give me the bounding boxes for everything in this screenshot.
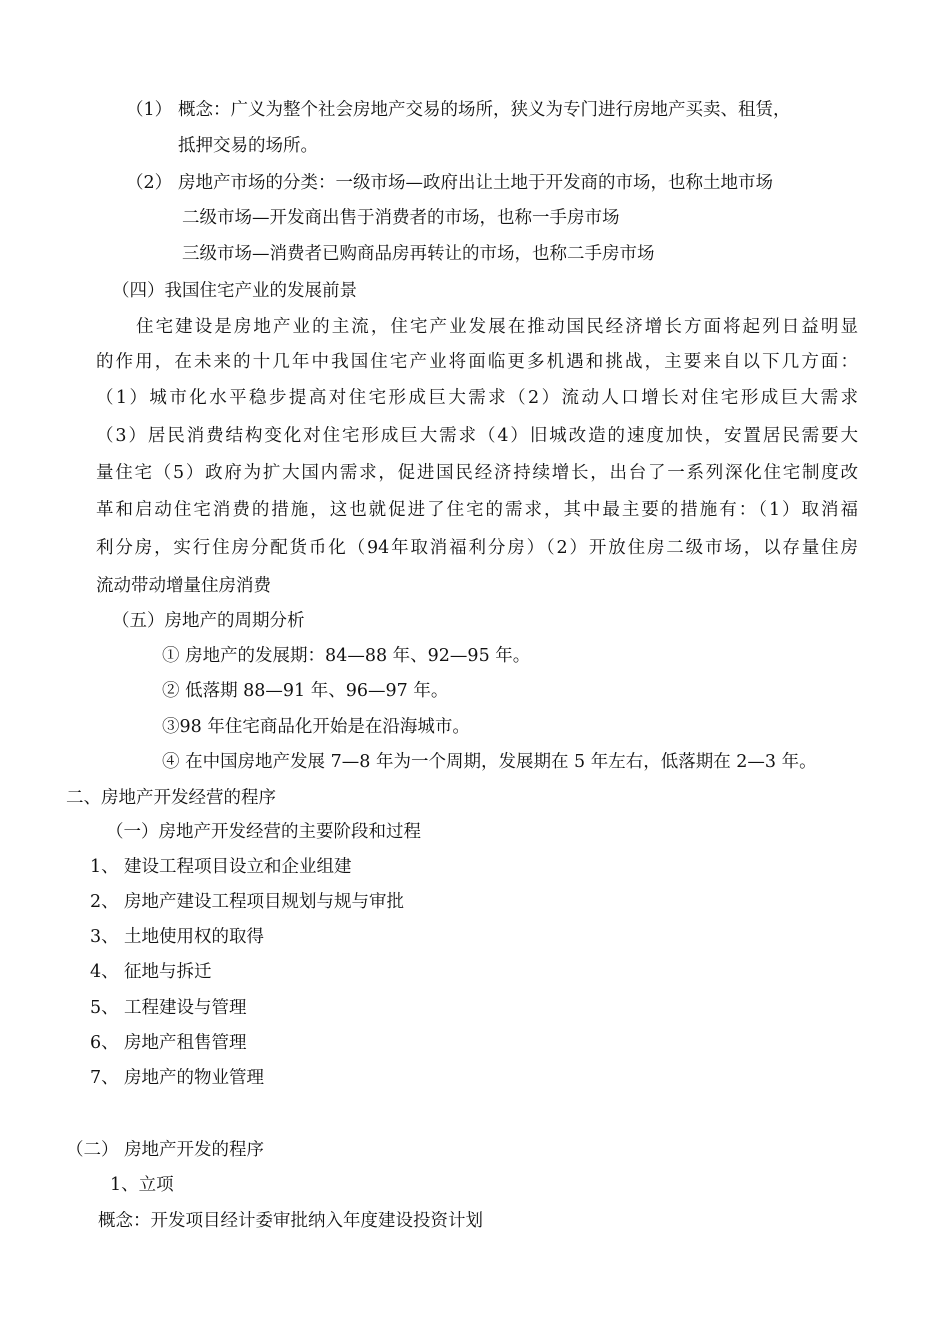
paragraph-line: （3）居民消费结构变化对住宅形成巨大需求（4）旧城改造的速度加快，安置居民需要大 [96,426,858,446]
paragraph-line: 抵押交易的场所。 [178,136,318,156]
step-text: 征地与拆迁 [124,962,212,982]
paragraph-line: 住宅建设是房地产业的主流，住宅产业发展在推动国民经济增长方面将起列日益明显 [136,317,858,337]
chapter-heading: 二、房地产开发经营的程序 [66,788,276,808]
step-text: 房地产建设工程项目规划与规与审批 [124,892,404,912]
paragraph-line: 流动带动增量住房消费 [96,576,271,596]
list-item: ③98 年住宅商品化开始是在沿海城市。 [162,717,470,737]
step-number: 1、 [90,857,119,877]
step-number: 2、 [90,892,119,912]
step-text: 建设工程项目设立和企业组建 [124,857,352,877]
section-heading: （一）房地产开发经营的主要阶段和过程 [106,822,421,842]
paragraph-line: （1）城市化水平稳步提高对住宅形成巨大需求（2）流动人口增长对住宅形成巨大需求 [96,388,858,408]
paragraph-line: 房地产市场的分类：一级市场—政府出让土地于开发商的市场，也称土地市场 [178,173,773,193]
subsection-heading: 1、立项 [110,1175,174,1195]
paragraph-line: 量住宅（5）政府为扩大国内需求，促进国民经济持续增长，出台了一系列深化住宅制度改 [96,463,858,483]
section-heading: （四）我国住宅产业的发展前景 [112,281,357,301]
paragraph-line: 概念：广义为整个社会房地产交易的场所，狭义为专门进行房地产买卖、租赁， [178,100,791,120]
step-text: 工程建设与管理 [124,998,247,1018]
paragraph-line: 二级市场—开发商出售于消费者的市场，也称一手房市场 [182,208,620,228]
list-number: （1） [126,100,173,120]
list-item: ① 房地产的发展期：84—88 年、92—95 年。 [162,646,531,666]
step-text: 土地使用权的取得 [124,927,264,947]
step-number: 6、 [90,1033,119,1053]
list-item: ④ 在中国房地产发展 7—8 年为一个周期，发展期在 5 年左右，低落期在 2—3 年。 [162,752,817,772]
step-number: 7、 [90,1068,119,1088]
paragraph-line: 革和启动住宅消费的措施，这也就促进了住宅的需求，其中最主要的措施有：（1）取消福 [96,500,858,520]
step-number: 4、 [90,962,119,982]
paragraph-line: 利分房，实行住房分配货币化（94年取消福利分房）（2）开放住房二级市场，以存量住房 [96,538,858,558]
paragraph-line: 的作用，在未来的十几年中我国住宅产业将面临更多机遇和挑战，主要来自以下几方面： [96,352,858,372]
step-text: 房地产租售管理 [124,1033,247,1053]
step-text: 房地产的物业管理 [124,1068,264,1088]
list-number: （2） [126,173,173,193]
section-heading: （五）房地产的周期分析 [112,611,305,631]
step-number: 3、 [90,927,119,947]
step-number: 5、 [90,998,119,1018]
list-item: ② 低落期 88—91 年、96—97 年。 [162,681,449,701]
section-heading: （二） 房地产开发的程序 [66,1140,265,1160]
paragraph-line: 概念：开发项目经计委审批纳入年度建设投资计划 [98,1211,483,1231]
paragraph-line: 三级市场—消费者已购商品房再转让的市场，也称二手房市场 [182,244,655,264]
